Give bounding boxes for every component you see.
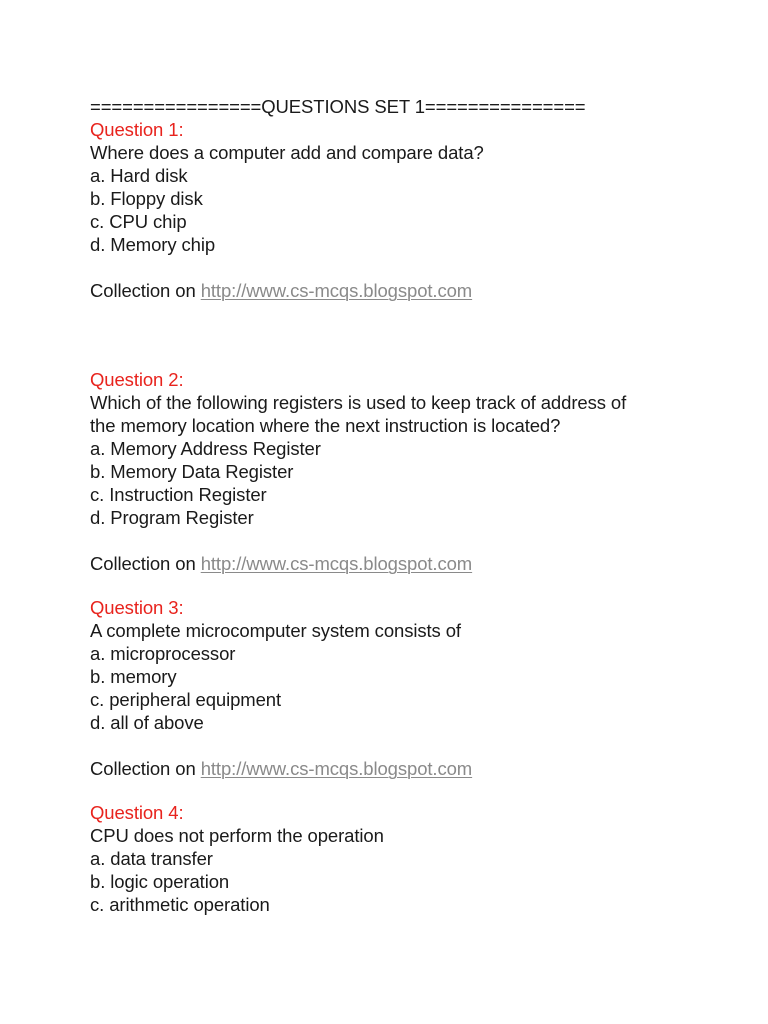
set-title: ================QUESTIONS SET 1===============	[90, 96, 586, 117]
question-2-option-a: a. Memory Address Register	[90, 438, 321, 459]
question-1-option-c: c. CPU chip	[90, 211, 187, 232]
collection-line-1	[90, 279, 472, 302]
question-2-option-b: b. Memory Data Register	[90, 461, 294, 482]
collection-link[interactable]: http://www.cs-mcqs.blogspot.com	[200, 280, 473, 301]
question-3-option-c: c. peripheral equipment	[90, 689, 282, 710]
question-4-option-b: b. logic operation	[90, 871, 230, 892]
question-4-heading: Question 4:	[90, 802, 184, 823]
question-2-text-line-2: the memory location where the next instruction is located?	[90, 415, 561, 436]
question-1-option-b: b. Floppy disk	[90, 188, 203, 209]
question-2-option-d: d. Program Register	[90, 507, 254, 528]
question-4-text: CPU does not perform the operation	[90, 825, 384, 846]
question-4-option-a: a. data transfer	[90, 848, 213, 869]
collection-line-3	[90, 757, 472, 780]
collection-label: Collection on	[90, 553, 201, 574]
question-3-option-a: a. microprocessor	[90, 643, 236, 664]
collection-link[interactable]: http://www.cs-mcqs.blogspot.com	[200, 553, 473, 574]
collection-line-2	[90, 552, 472, 575]
collection-link[interactable]: http://www.cs-mcqs.blogspot.com	[200, 758, 473, 779]
question-2-option-c: c. Instruction Register	[90, 484, 267, 505]
question-1-option-d: d. Memory chip	[90, 234, 216, 255]
question-1-text: Where does a computer add and compare data?	[90, 142, 484, 163]
question-3-option-b: b. memory	[90, 666, 177, 687]
question-4-option-c: c. arithmetic operation	[90, 894, 270, 915]
question-2-heading: Question 2:	[90, 369, 184, 390]
question-3-text: A complete microcomputer system consists of	[90, 620, 461, 641]
question-3-option-d: d. all of above	[90, 712, 204, 733]
collection-label: Collection on	[90, 280, 201, 301]
question-2-text-line-1: Which of the following registers is used to keep track of address of	[90, 392, 627, 413]
question-1-heading: Question 1:	[90, 119, 184, 140]
question-1-option-a: a. Hard disk	[90, 165, 188, 186]
collection-label: Collection on	[90, 758, 201, 779]
question-3-heading: Question 3:	[90, 597, 184, 618]
